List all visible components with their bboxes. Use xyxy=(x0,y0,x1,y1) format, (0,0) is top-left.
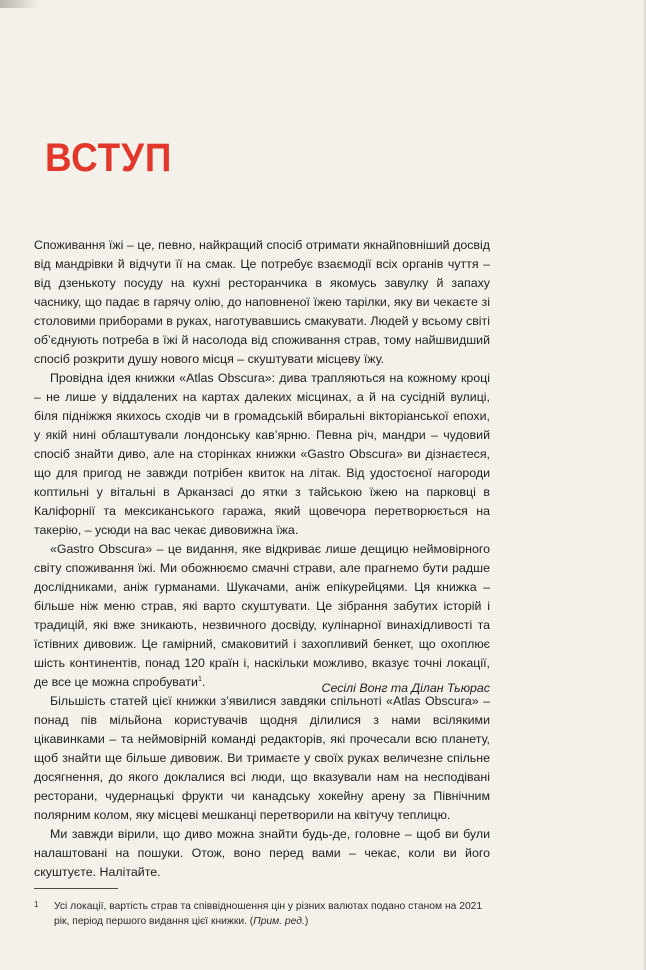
paragraph-4: Більшість статей цієї книжки з’явилися завдяки спільноті «Atlas Obscura» – понад пів мільйона користувачів щодня ділилися з нами всілякими цікавинками – та неймовірній команді редакторів, які прочесали всю планету, щоб знайти ще більше дивовиж. Ви тримаєте у своїх руках величезне спільне досягнення, до якого доклалися всі люди, що вказували нам на несподівані ресторани, чудернацькі фрукти чи канадську хокейну арену за Північним полярним колом, яку місцеві мешканці перетворили на квітучу теплицю. xyxy=(34,694,490,822)
body-text xyxy=(34,236,490,882)
footnote-number: 1 xyxy=(34,900,39,909)
page-corner-shadow xyxy=(0,0,40,8)
footnote-close: ) xyxy=(304,916,309,927)
author-signature: Сесілі Вонг та Ділан Тьюрас xyxy=(321,681,490,695)
paragraph-1: Споживання їжі – це, певно, найкращий спосіб отримати якнайповніший досвід від мандрівки й відчути її на смак. Це потребує взаємодії всіх органів чуття – від дзенькоту посуду на кухні ресторанчика в якомусь завулку й запаху часнику, що падає в гарячу олію, до наповненої їжею тарілки, яку ви чекаєте зі столовими приборами в руках, наготувавшись смакувати. Людей у всьому світі об’єднують потреба в їжі й насолода від споживання страв, тому найшвидший спосіб розкрити душу нового місця – скуштувати місцеву їжу. xyxy=(34,238,490,366)
paragraph-3-text: «Gastro Obscura» – це видання, яке відкриває лише дещицю неймовірного світу споживання їжі. Ми обожнюємо смачні страви, але прагнемо бути радше дослідниками, аніж гурманами. Шукачами, аніж епікурейцями. Ця книжка – більше ніж меню страв, які варто скуштувати. Це зібрання забутих історій і традицій, які вже зникають, незвичного досвіду, кулінарної винахідливості та їстівних дивовиж. Це гамірний, смаковитий і захопливий бенкет, що охоплює шість континентів, понад 120 країн і, наскільки можливо, вказує точні локації, де все це можна спробувати xyxy=(34,542,490,689)
editor-note: Прим. ред. xyxy=(253,916,305,927)
footnote-body: Усі локації, вартість страв та співвідношення цін у різних валютах подано станом на 2021 рік, період першого видання цієї книжки. ( xyxy=(54,901,483,927)
footnote-text xyxy=(54,899,490,929)
paragraph-5: Ми завжди вірили, що диво можна знайти будь-де, головне – щоб ви були налаштовані на пошуки. Отож, воно перед вами – чекає, коли ви його скуштуєте. Налітайте. xyxy=(34,827,490,879)
footnote xyxy=(34,899,490,929)
page-title: ВСТУП xyxy=(45,136,173,180)
paragraph-3: «Gastro Obscura» – це видання, яке відкриває лише дещицю неймовірного світу споживання їжі. Ми обожнюємо смачні страви, але прагнемо бути радше дослідниками, аніж гурманами. Шукачами, аніж епікурейцями. Ця книжка – більше ніж меню страв, які варто скуштувати. Це зібрання забутих історій і традицій, які вже зникають, незвичного досвіду, кулінарної винахідливості та їстівних дивовиж. Це гамірний, смаковитий і захопливий бенкет, що охоплює шість континентів, понад 120 країн і, наскільки можливо, вказує точні локації, де все це можна спробувати$^1$. xyxy=(34,542,490,689)
footnote-divider xyxy=(34,888,118,889)
paragraph-2: Провідна ідея книжки «Atlas Obscura»: дива трапляються на кожному кроці – не лише у віддалених на картах далеких місцинах, а й на сусідній вулиці, біля підніжжя якихось сходів чи в громадській вбиральні вікторіанської епохи, у якій нині облаштували лондонську кав’ярню. Певна річ, мандри – чудовий спосіб знайти диво, але на сторінках книжки «Gastro Obscura» ви дізнаєтеся, що для пригод не завжди потрібен квиток на літак. Від удостоєної нагороди коптильні у вітальні в Арканзасі до ятки з тайською їжею на парковці в Каліфорнії та мексиканського гаража, який щовечора перетворюється на такерію, – усюди на вас чекає дивовижна їжа. xyxy=(34,371,490,537)
footnote-reference: 1 xyxy=(197,675,202,683)
